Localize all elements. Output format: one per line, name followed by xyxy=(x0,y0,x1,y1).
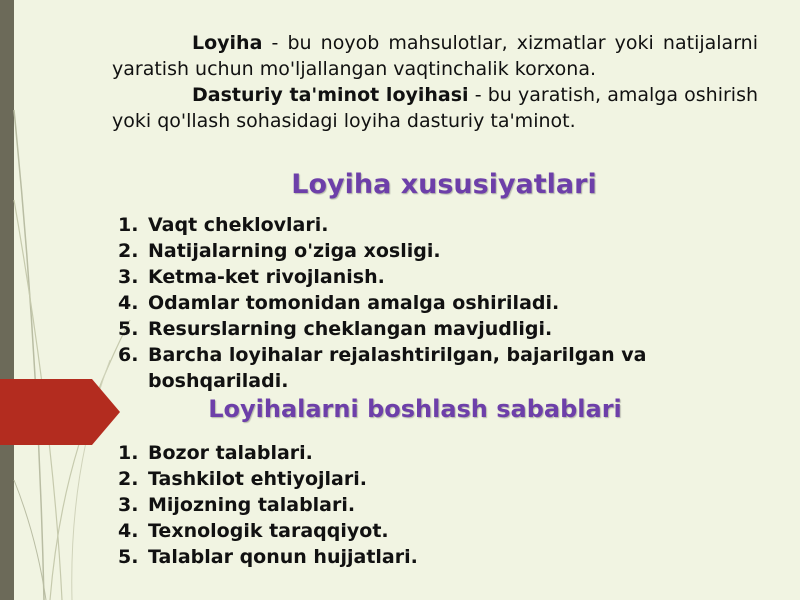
intro-paragraph-1 xyxy=(112,30,758,82)
slide-content xyxy=(112,30,758,570)
list-item: 2. Tashkilot ehtiyojlari. xyxy=(118,468,367,490)
list-item: 5. Resurslarning cheklangan mavjudligi. xyxy=(118,318,553,340)
list-item: 1. Vaqt cheklovlari. xyxy=(118,214,329,236)
section2-title: Loyihalarni boshlash sabablari xyxy=(208,395,622,423)
list-item: 3. Ketma-ket rivojlanish. xyxy=(118,266,385,288)
definition-loyiha: - bu noyob mahsulotlar, xizmatlar yoki natijalarni yaratish uchun mo'ljallangan vaqtinchalik korxona. xyxy=(112,32,758,80)
intro-paragraph-2 xyxy=(112,82,758,134)
term-loyiha: Loyiha xyxy=(192,32,263,54)
list-item: 5. Talablar qonun hujjatlari. xyxy=(118,546,418,568)
list-item: 1. Bozor talablari. xyxy=(118,442,313,464)
section1-list xyxy=(112,212,758,394)
list-item: 3. Mijozning talablari. xyxy=(118,494,356,516)
list-item: 2. Natijalarning o'ziga xosligi. xyxy=(118,240,441,262)
section1-title: Loyiha xususiyatlari xyxy=(291,169,597,200)
list-item: 4. Texnologik taraqqiyot. xyxy=(118,520,389,542)
term-dasturiy: Dasturiy ta'minot loyihasi xyxy=(192,84,469,106)
definition-dasturiy: - bu yaratish, amalga oshirish yoki qo'llash sohasidagi loyiha dasturiy ta'minot. xyxy=(112,84,759,132)
list-item: 6. Barcha loyihalar rejalashtirilgan, bajarilgan va boshqariladi. xyxy=(118,344,647,392)
section2-list xyxy=(112,440,758,570)
list-item: 4. Odamlar tomonidan amalga oshiriladi. xyxy=(118,292,560,314)
